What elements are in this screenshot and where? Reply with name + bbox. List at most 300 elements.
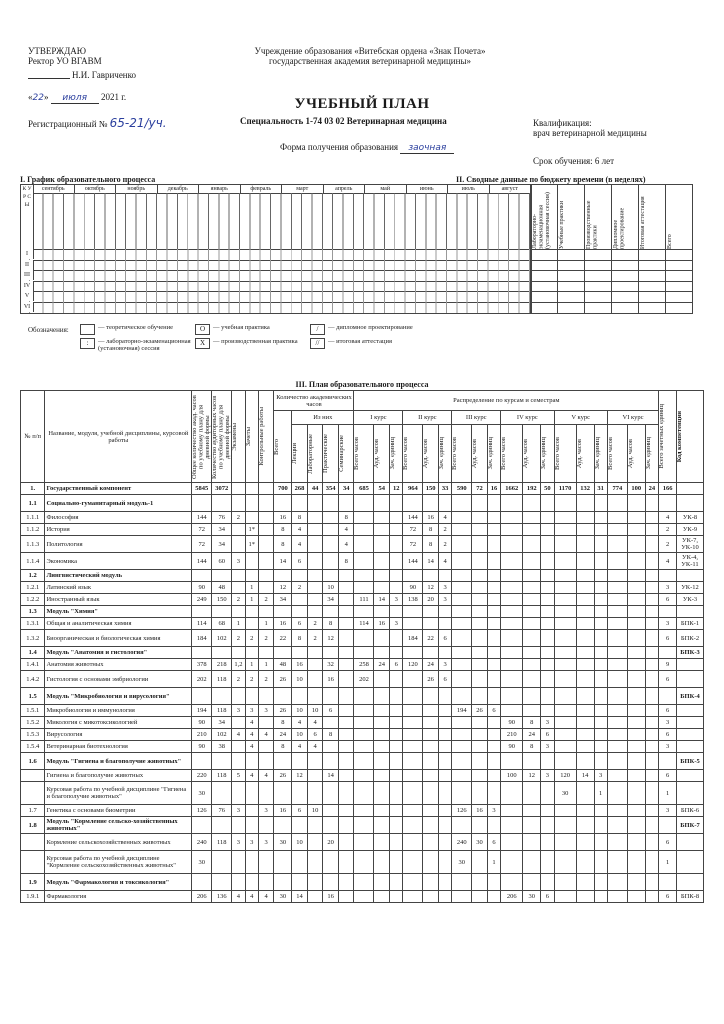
plan-row — [21, 570, 704, 582]
cell-pr: 14 — [323, 770, 339, 782]
cell-course — [541, 512, 554, 524]
cell-course: 72 — [472, 483, 488, 495]
cell-course — [594, 851, 607, 874]
cell-course — [354, 817, 374, 834]
cell-course — [645, 536, 659, 553]
cell-course — [354, 729, 374, 741]
cell-course — [438, 782, 451, 805]
cell-course — [523, 606, 541, 618]
legend-symbol: // — [310, 338, 325, 349]
cell-course — [452, 553, 472, 570]
budget-col-3: Дипломное проектирование — [613, 207, 626, 249]
cell-course — [576, 495, 594, 512]
cell-course — [374, 630, 390, 647]
cell-course — [472, 594, 488, 606]
cell-pr — [323, 805, 339, 817]
cell-ex: 2 — [232, 630, 245, 647]
cell-course: 24 — [423, 659, 439, 671]
cell-course — [576, 688, 594, 705]
cell-ex: 3 — [232, 553, 245, 570]
cell-course — [390, 570, 403, 582]
cell-ze: 6 — [659, 705, 677, 717]
cell-sem — [338, 618, 354, 630]
legend-item-5 — [310, 338, 422, 349]
cell-cr — [245, 782, 258, 805]
cell-pr: 8 — [323, 618, 339, 630]
cell-course — [554, 512, 576, 524]
cell-course: 3 — [438, 594, 451, 606]
cell-course — [523, 582, 541, 594]
cell-course — [576, 512, 594, 524]
cell-all — [274, 688, 292, 705]
cell-course: 2 — [438, 524, 451, 536]
cell-course — [576, 570, 594, 582]
cell-course — [645, 659, 659, 671]
cell-course — [403, 874, 423, 891]
cell-course: 20 — [423, 594, 439, 606]
cell-course — [374, 874, 390, 891]
cell-course — [554, 817, 576, 834]
cell-all — [274, 851, 292, 874]
cell-course — [501, 851, 523, 874]
cell-course — [576, 741, 594, 753]
cell-course — [403, 618, 423, 630]
cell-ex: 4 — [232, 891, 245, 903]
cell-cr — [245, 570, 258, 582]
cell-ex: 3 — [232, 834, 245, 851]
cell-kr — [258, 741, 274, 753]
cell-course — [472, 659, 488, 671]
cell-course: 120 — [403, 659, 423, 671]
cell-course — [523, 805, 541, 817]
col-course-5-sub_all: Всего часов — [553, 437, 561, 470]
legend-text: — итоговая аттестация — [328, 338, 392, 345]
cell-course — [390, 671, 403, 688]
cell-course — [645, 834, 659, 851]
cell-a — [212, 782, 232, 805]
plan-row — [21, 874, 704, 891]
cell-code — [676, 717, 703, 729]
cell-name: Анатомия животных — [45, 659, 192, 671]
legend-text: — учебная практика — [213, 324, 270, 331]
cell-course: 90 — [501, 717, 523, 729]
cell-no: 1.3.1 — [21, 618, 45, 630]
cell-t — [192, 495, 212, 512]
cell-course — [390, 753, 403, 770]
cell-ex — [232, 524, 245, 536]
cell-pr: 32 — [323, 659, 339, 671]
cell-ze — [659, 688, 677, 705]
cell-kr — [258, 536, 274, 553]
cell-lec: 12 — [292, 770, 308, 782]
plan-row — [21, 630, 704, 647]
legend — [80, 324, 480, 368]
col-course-2: II курс — [403, 411, 452, 425]
cell-course: 3 — [390, 594, 403, 606]
month-1: октябрь — [75, 185, 117, 193]
cell-cr — [245, 753, 258, 770]
cell-course: 144 — [403, 512, 423, 524]
cell-course: 2 — [438, 536, 451, 553]
cell-code: БПК-2 — [676, 630, 703, 647]
cell-sem — [338, 891, 354, 903]
cell-kr — [258, 483, 274, 495]
cell-course — [594, 688, 607, 705]
plan-row — [21, 817, 704, 834]
cell-course — [627, 782, 645, 805]
cell-course — [607, 671, 627, 688]
cell-course — [554, 618, 576, 630]
cell-sem: 4 — [338, 524, 354, 536]
cell-course — [438, 805, 451, 817]
cell-course — [487, 671, 500, 688]
cell-t — [192, 753, 212, 770]
study-form: Форма получения образования заочная — [280, 142, 454, 153]
cell-course: 685 — [354, 483, 374, 495]
cell-course — [423, 705, 439, 717]
cell-course — [627, 834, 645, 851]
cell-course — [523, 594, 541, 606]
cell-code: УК-12 — [676, 582, 703, 594]
cell-course — [523, 647, 541, 659]
cell-course — [554, 688, 576, 705]
cell-lab — [307, 570, 323, 582]
cell-course — [423, 753, 439, 770]
cell-course — [390, 817, 403, 834]
col-lab: Лабораторные — [306, 433, 314, 474]
cell-course — [354, 717, 374, 729]
cell-course — [554, 717, 576, 729]
cell-lec — [292, 688, 308, 705]
cell-all — [274, 606, 292, 618]
cell-cr — [245, 512, 258, 524]
cell-no: 1.1.1 — [21, 512, 45, 524]
cell-course — [554, 524, 576, 536]
cell-kr — [258, 582, 274, 594]
cell-a: 68 — [212, 618, 232, 630]
cell-sem — [338, 851, 354, 874]
cell-course — [594, 834, 607, 851]
cell-t: 378 — [192, 659, 212, 671]
col-course-3-sub_all: Всего часов — [451, 437, 459, 470]
col-course-4-sub_aud: Ауд. часов — [522, 438, 530, 469]
cell-no: 1.4 — [21, 647, 45, 659]
cell-course — [472, 495, 488, 512]
cell-course — [645, 770, 659, 782]
cell-course — [487, 570, 500, 582]
cell-ze — [659, 570, 677, 582]
cell-no: 1.4.2 — [21, 671, 45, 688]
cell-course — [541, 659, 554, 671]
cell-ze: 6 — [659, 594, 677, 606]
cell-t: 144 — [192, 512, 212, 524]
cell-course — [627, 817, 645, 834]
cell-no — [21, 782, 45, 805]
cell-course — [374, 512, 390, 524]
cell-course — [541, 688, 554, 705]
section2-title: II. Сводные данные по бюджету времени (в неделях) — [456, 175, 646, 184]
cell-course — [501, 553, 523, 570]
cell-sem — [338, 834, 354, 851]
cell-course — [452, 671, 472, 688]
cell-lab — [307, 671, 323, 688]
cell-course — [354, 753, 374, 770]
cell-t: 90 — [192, 717, 212, 729]
cell-course — [594, 891, 607, 903]
cell-code — [676, 495, 703, 512]
cell-course — [403, 647, 423, 659]
cell-course — [607, 495, 627, 512]
cell-course — [374, 705, 390, 717]
cell-course — [354, 570, 374, 582]
cell-name: Гигиена и благополучие животных — [45, 770, 192, 782]
cell-course: 240 — [452, 834, 472, 851]
cell-course — [627, 582, 645, 594]
cell-lab — [307, 659, 323, 671]
cell-course — [452, 729, 472, 741]
cell-t: 202 — [192, 671, 212, 688]
cell-course — [607, 536, 627, 553]
legend-text: — лабораторно-экзаменационная (установочная) сессия — [98, 338, 191, 352]
cell-course — [472, 647, 488, 659]
cell-lab — [307, 512, 323, 524]
cell-course — [452, 753, 472, 770]
course-label: VI — [21, 302, 34, 312]
cell-course: 6 — [438, 671, 451, 688]
cell-course — [487, 741, 500, 753]
cell-course: 16 — [374, 618, 390, 630]
cell-no: 1.8 — [21, 817, 45, 834]
cell-course — [541, 524, 554, 536]
cell-lab — [307, 851, 323, 874]
cell-no: 1.5 — [21, 688, 45, 705]
cell-course: 206 — [501, 891, 523, 903]
cell-kr: 2 — [258, 594, 274, 606]
cell-pr: 6 — [323, 705, 339, 717]
cell-course — [627, 630, 645, 647]
col-control: Контрольные работы — [257, 407, 265, 466]
cell-a: 38 — [212, 741, 232, 753]
cell-no: 1.5.2 — [21, 717, 45, 729]
month-6: март — [282, 185, 324, 193]
legend-item-0 — [80, 324, 192, 335]
cell-course — [501, 834, 523, 851]
cell-no — [21, 770, 45, 782]
cell-name: Гистология с основами эмбриологии — [45, 671, 192, 688]
plan-row — [21, 553, 704, 570]
cell-lab — [307, 753, 323, 770]
cell-course — [645, 805, 659, 817]
cell-course — [354, 705, 374, 717]
cell-course — [523, 659, 541, 671]
cell-t: 220 — [192, 770, 212, 782]
cell-course — [374, 717, 390, 729]
cell-course — [501, 659, 523, 671]
cell-course — [487, 536, 500, 553]
plan-row — [21, 805, 704, 817]
cell-course — [501, 705, 523, 717]
cell-name: Лингвистический модуль — [45, 570, 192, 582]
cell-kr — [258, 647, 274, 659]
cell-course — [438, 753, 451, 770]
cell-t: 144 — [192, 553, 212, 570]
cell-course — [403, 851, 423, 874]
cell-course — [374, 851, 390, 874]
plan-row — [21, 582, 704, 594]
cell-ex: 2 — [232, 512, 245, 524]
month-2: ноябрь — [116, 185, 158, 193]
cell-t — [192, 606, 212, 618]
cell-sem — [338, 495, 354, 512]
col-course-5-sub_zed: Зач. единиц — [593, 437, 601, 470]
col-acad: Количество академических часов — [274, 391, 354, 411]
cell-no: 1.5.4 — [21, 741, 45, 753]
cell-course — [423, 834, 439, 851]
cell-course — [627, 618, 645, 630]
cell-course — [645, 753, 659, 770]
legend-item-2 — [310, 324, 422, 335]
cell-course — [594, 524, 607, 536]
budget-grid — [530, 184, 693, 314]
cell-course: 120 — [554, 770, 576, 782]
cell-course — [576, 805, 594, 817]
cell-sem — [338, 671, 354, 688]
cell-ze: 4 — [659, 553, 677, 570]
cell-course — [576, 782, 594, 805]
cell-cr: 3 — [245, 834, 258, 851]
cell-code: УК-8 — [676, 512, 703, 524]
col-ze-total: Всего зачетных единиц — [658, 404, 666, 469]
cell-cr: 2 — [245, 630, 258, 647]
cell-course — [576, 606, 594, 618]
plan-row — [21, 671, 704, 688]
cell-course — [403, 891, 423, 903]
plan-row — [21, 851, 704, 874]
cell-course: 6 — [541, 729, 554, 741]
cell-kr: 4 — [258, 729, 274, 741]
plan-row — [21, 834, 704, 851]
cell-course — [390, 536, 403, 553]
cell-course — [487, 647, 500, 659]
cell-course — [390, 630, 403, 647]
cell-course — [403, 606, 423, 618]
cell-course — [501, 536, 523, 553]
cell-ze: 6 — [659, 729, 677, 741]
cell-code — [676, 874, 703, 891]
cell-course — [645, 817, 659, 834]
cell-course — [576, 834, 594, 851]
cell-kr: 2 — [258, 671, 274, 688]
cell-code — [676, 671, 703, 688]
month-11: август — [490, 185, 532, 193]
cell-course — [627, 659, 645, 671]
cell-course — [374, 741, 390, 753]
cell-no: 1.5.3 — [21, 729, 45, 741]
cell-course — [374, 688, 390, 705]
cell-kr — [258, 817, 274, 834]
col-course-5-sub_aud: Ауд. часов — [575, 438, 583, 469]
cell-course — [594, 618, 607, 630]
cell-course: 964 — [403, 483, 423, 495]
cell-course — [607, 805, 627, 817]
cell-code: УК-9 — [676, 524, 703, 536]
cell-t — [192, 874, 212, 891]
cell-lec — [292, 594, 308, 606]
cell-course — [645, 717, 659, 729]
cell-course — [594, 582, 607, 594]
cell-course — [501, 524, 523, 536]
cell-sem: 8 — [338, 512, 354, 524]
cell-course — [523, 524, 541, 536]
cell-course — [607, 874, 627, 891]
cell-course — [390, 834, 403, 851]
cell-kr: 3 — [258, 834, 274, 851]
cell-sem — [338, 606, 354, 618]
cell-ex — [232, 606, 245, 618]
cell-course — [452, 659, 472, 671]
cell-course — [554, 741, 576, 753]
cell-ze — [659, 874, 677, 891]
cell-all: 24 — [274, 729, 292, 741]
cell-sem — [338, 741, 354, 753]
cell-course: 14 — [374, 594, 390, 606]
cell-course — [627, 512, 645, 524]
cell-ex: 5 — [232, 770, 245, 782]
cell-course — [403, 729, 423, 741]
cell-course — [390, 729, 403, 741]
month-3: декабрь — [158, 185, 200, 193]
cell-sem — [338, 688, 354, 705]
col-course-4-sub_all: Всего часов — [500, 437, 508, 470]
legend-text: — дипломное проектирование — [328, 324, 413, 331]
month-4: январь — [199, 185, 241, 193]
cell-cr — [245, 495, 258, 512]
cell-kr: 3 — [258, 805, 274, 817]
cell-course: 54 — [374, 483, 390, 495]
cell-course: 1 — [594, 782, 607, 805]
cell-course — [554, 647, 576, 659]
cell-lec — [292, 782, 308, 805]
cell-lec: 4 — [292, 717, 308, 729]
cell-course — [627, 741, 645, 753]
cell-all: 16 — [274, 805, 292, 817]
cell-course — [452, 647, 472, 659]
cell-pr — [323, 741, 339, 753]
cell-course — [390, 741, 403, 753]
cell-lec — [292, 851, 308, 874]
cell-kr — [258, 553, 274, 570]
cell-course — [390, 606, 403, 618]
cell-course — [541, 834, 554, 851]
cell-course — [501, 582, 523, 594]
cell-course — [423, 729, 439, 741]
cell-course — [594, 659, 607, 671]
cell-course — [645, 729, 659, 741]
col-course-3-sub_zed: Зач. единиц — [486, 437, 494, 470]
cell-course: 12 — [390, 483, 403, 495]
cell-course — [423, 891, 439, 903]
cell-ex — [232, 782, 245, 805]
cell-lec: 8 — [292, 512, 308, 524]
plan-table — [20, 390, 704, 903]
cell-course — [645, 618, 659, 630]
cell-ex — [232, 582, 245, 594]
cell-all: 30 — [274, 891, 292, 903]
cell-a: 34 — [212, 536, 232, 553]
cell-ex: 2 — [232, 671, 245, 688]
cell-course — [374, 553, 390, 570]
cell-course — [523, 705, 541, 717]
